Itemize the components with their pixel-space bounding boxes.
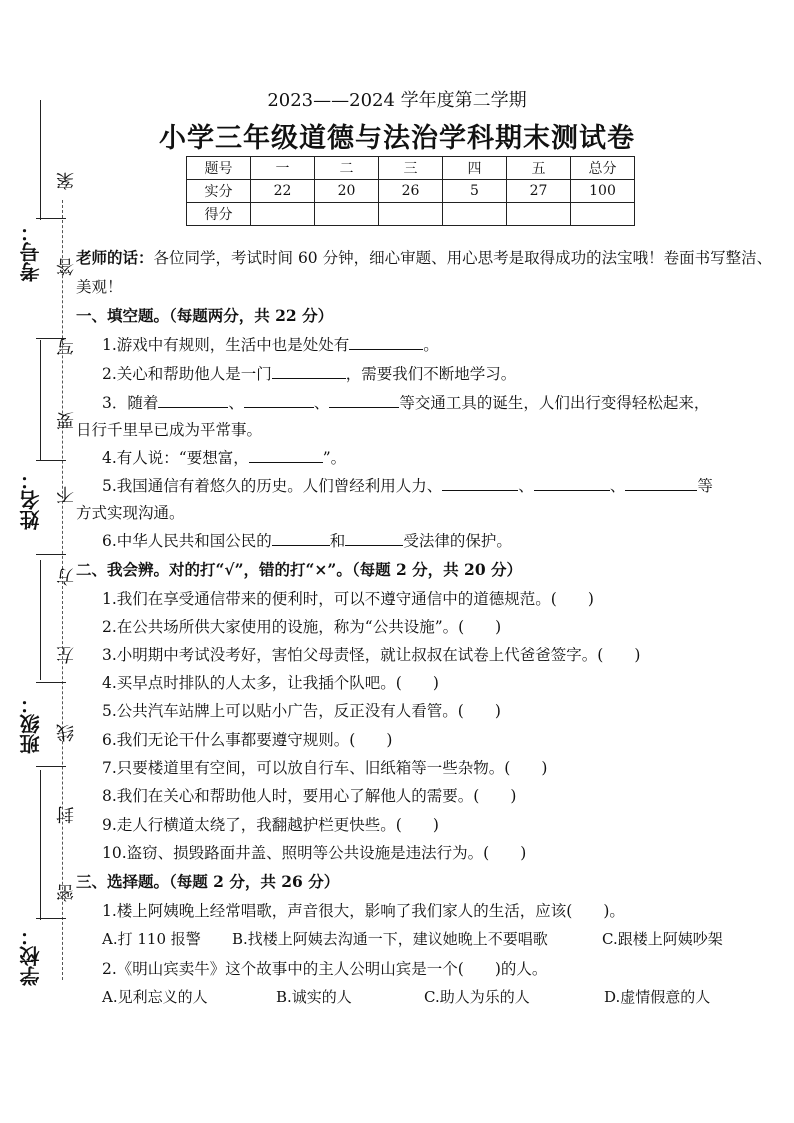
judge-item-5[interactable]: 5.公共汽车站牌上可以贴小广告，反正没有人看管。( ): [102, 702, 501, 720]
s1-q5-end: 等: [697, 477, 713, 495]
score-cell: 五: [507, 157, 571, 180]
seal-char-an: 案: [56, 172, 77, 190]
s1-q1-end: 。: [423, 336, 439, 354]
s1-q5-sep: 、: [518, 477, 534, 495]
judge-item-7[interactable]: 7.只要楼道里有空间，可以放自行车、旧纸箱等一些杂物。( ): [102, 759, 548, 777]
score-cell: 5: [443, 180, 507, 203]
s1-question-2: [102, 362, 516, 384]
seal-char-bu: 不: [56, 486, 77, 504]
answer-blank[interactable]: [349, 335, 423, 350]
term-title: 2023——2024 学年度第二学期: [267, 90, 527, 111]
seal-tick-3: [36, 460, 66, 461]
seal-char-zuo: 左: [56, 646, 77, 664]
choice-q2-option-c[interactable]: C.助人为乐的人: [424, 988, 530, 1006]
seal-char-fang: 方: [56, 568, 77, 586]
score-cell: 二: [315, 157, 379, 180]
score-input-cell[interactable]: [379, 203, 443, 226]
score-input-cell[interactable]: [315, 203, 379, 226]
score-input-cell[interactable]: [571, 203, 635, 226]
judge-item-8[interactable]: 8.我们在关心和帮助他人时，要用心了解他人的需要。( ): [102, 787, 517, 805]
s1-question-3-cont: 日行千里早已成为平常事。: [76, 421, 263, 439]
teacher-note-line2: 美观！: [76, 278, 123, 296]
seal-char-yao: 要: [56, 412, 77, 430]
s1-question-3: [102, 391, 709, 413]
s1-question-5: [102, 474, 713, 496]
answer-blank[interactable]: [158, 393, 228, 408]
answer-blank[interactable]: [244, 393, 314, 408]
seal-char-mi: 密: [56, 884, 77, 902]
seal-char-feng: 封: [56, 806, 77, 824]
choice-q2-option-d[interactable]: D.虚情假意的人: [604, 988, 711, 1006]
margin-rule-3: [40, 560, 41, 680]
section3-heading: 三、选择题。（每题 2 分，共 26 分）: [76, 872, 340, 891]
score-cell: 22: [251, 180, 315, 203]
seal-tick-6: [36, 766, 66, 767]
s1-q3-sep: 、: [228, 394, 244, 412]
answer-blank[interactable]: [272, 531, 330, 546]
judge-item-1[interactable]: 1.我们在享受通信带来的便利时，可以不遵守通信中的道德规范。( ): [102, 590, 594, 608]
seal-tick-5: [36, 682, 66, 683]
answer-blank[interactable]: [345, 531, 403, 546]
seal-char-xian: 线: [56, 724, 77, 742]
choice-q1-option-c[interactable]: C.跟楼上阿姨吵架: [602, 930, 723, 948]
label-xuexiao: 学校：: [19, 926, 43, 986]
margin-rule-4: [40, 770, 41, 920]
answer-blank[interactable]: [442, 476, 518, 491]
teacher-note-line1: [76, 246, 772, 268]
judge-item-6[interactable]: 6.我们无论干什么事都要遵守规则。( ): [102, 731, 393, 749]
score-cell: 四: [443, 157, 507, 180]
score-cell: 实分: [187, 180, 251, 203]
s1-q6-text: 6.中华人民共和国公民的: [102, 532, 272, 550]
answer-blank[interactable]: [625, 476, 697, 491]
score-cell: 得分: [187, 203, 251, 226]
choice-question-1[interactable]: 1.楼上阿姨晚上经常唱歌，声音很大，影响了我们家人的生活，应该( )。: [102, 902, 625, 920]
answer-blank[interactable]: [249, 448, 323, 463]
judge-item-2[interactable]: 2.在公共场所供大家使用的设施，称为“公共设施”。( ): [102, 618, 502, 636]
score-cell: 一: [251, 157, 315, 180]
label-xingming: 姓名：: [19, 470, 43, 530]
s1-q4-end: ”。: [322, 449, 347, 467]
answer-blank[interactable]: [534, 476, 610, 491]
judge-item-3[interactable]: 3.小明期中考试没考好，害怕父母责怪，就让叔叔在试卷上代爸爸签字。( ): [102, 646, 641, 664]
s1-question-1: [102, 333, 439, 355]
choice-q1-option-b[interactable]: B.找楼上阿姨去沟通一下，建议她晚上不要唱歌: [232, 930, 548, 948]
score-cell: 27: [507, 180, 571, 203]
score-cell: 总分: [571, 157, 635, 180]
seal-tick-7: [36, 918, 66, 919]
teacher-note-text: 各位同学，考试时间 60 分钟，细心审题、用心思考是取得成功的法宝哦！卷面书写整洁、: [153, 249, 773, 267]
answer-blank[interactable]: [329, 393, 399, 408]
score-table: [186, 156, 635, 226]
label-banji: 班级：: [19, 694, 43, 754]
choice-q1-option-a[interactable]: A.打 110 报警: [102, 930, 201, 948]
teacher-note-label: 老师的话：: [76, 248, 154, 267]
score-cell: 三: [379, 157, 443, 180]
s1-q5-sep: 、: [609, 477, 626, 495]
s1-question-6: [102, 529, 512, 551]
s1-q2-text: 2.关心和帮助他人是一门: [102, 365, 272, 383]
score-row-full: [187, 180, 635, 203]
s1-q3-text-end: 等交通工具的诞生，人们出行变得轻松起来，: [399, 394, 710, 412]
s1-q1-text: 1.游戏中有规则，生活中也是处处有: [102, 336, 350, 354]
s1-q5-text: 5.我国通信有着悠久的历史。人们曾经利用人力、: [102, 477, 443, 495]
seal-tick-4: [36, 554, 66, 555]
answer-blank[interactable]: [272, 364, 346, 379]
choice-q2-option-a[interactable]: A.见利忘义的人: [102, 988, 208, 1006]
s1-q3-text: 3．随着: [102, 394, 159, 412]
section2-heading: 二、我会辨。对的打“√”，错的打“×”。（每题 2 分，共 20 分）: [76, 560, 523, 579]
s1-question-4: [102, 446, 346, 468]
score-row-earned: [187, 203, 635, 226]
judge-item-10[interactable]: 10.盗窃、损毁路面井盖、照明等公共设施是违法行为。( ): [102, 844, 527, 862]
seal-char-da: 答: [56, 258, 77, 276]
margin-rule-2: [40, 340, 41, 460]
s1-q6-end: 受法律的保护。: [403, 532, 512, 550]
s1-q6-and: 和: [329, 532, 346, 550]
judge-item-9[interactable]: 9.走人行横道太绕了，我翻越护栏更快些。( ): [102, 816, 439, 834]
score-input-cell[interactable]: [507, 203, 571, 226]
score-row-header: [187, 157, 635, 180]
score-cell: 100: [571, 180, 635, 203]
score-input-cell[interactable]: [443, 203, 507, 226]
section1-heading: 一、填空题。（每题两分，共 22 分）: [76, 306, 334, 325]
seal-tick-1: [36, 218, 66, 219]
seal-char-xie: 写: [56, 338, 77, 356]
score-cell: 题号: [187, 157, 251, 180]
choice-question-2[interactable]: 2.《明山宾卖牛》这个故事中的主人公明山宾是一个( )的人。: [102, 960, 548, 978]
score-cell: 20: [315, 180, 379, 203]
label-kaohao: 考号：: [19, 222, 43, 282]
s1-question-5-cont: 方式实现沟通。: [76, 504, 185, 522]
s1-q4-text: 4.有人说：“要想富，: [102, 449, 249, 467]
s1-q3-sep: 、: [313, 394, 330, 412]
exam-title: 小学三年级道德与法治学科期末测试卷: [159, 123, 635, 154]
score-input-cell[interactable]: [251, 203, 315, 226]
s1-q2-text-end: ，需要我们不断地学习。: [345, 365, 517, 383]
score-cell: 26: [379, 180, 443, 203]
judge-item-4[interactable]: 4.买早点时排队的人太多，让我插个队吧。( ): [102, 674, 439, 692]
choice-q2-option-b[interactable]: B.诚实的人: [276, 988, 352, 1006]
seal-line: [62, 200, 63, 980]
